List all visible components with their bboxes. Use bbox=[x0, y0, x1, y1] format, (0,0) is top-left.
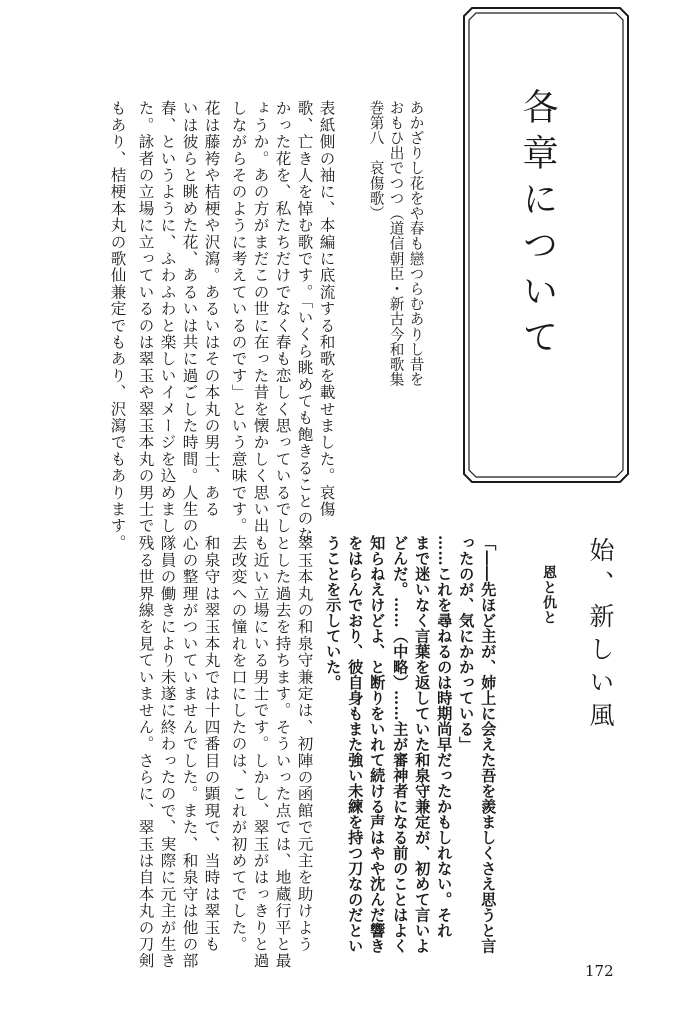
body-line: 隊員の働きにより未遂に終わったので、実際に元主が生き bbox=[158, 535, 177, 970]
intro-line: かった花を、私たちだけでなく春も恋しく思っているでし bbox=[273, 100, 292, 535]
intro-line: た。詠者の立場に立っているのは翠玉や翠玉本丸の男士で bbox=[136, 100, 155, 535]
body-line: 去改変への憧れを口にしたのは、これが初めてでした。 bbox=[229, 535, 248, 953]
intro-line: いは彼らと眺めた花、あるいは共に過ごした時間。人生の bbox=[180, 100, 199, 535]
section-subtitle: 恩と仇と bbox=[541, 565, 557, 625]
page-number: 172 bbox=[585, 962, 614, 980]
intro-line: 表紙側の袖に、本編に底流する和歌を載せました。哀傷 bbox=[317, 100, 336, 518]
quote-line: ……これを尋ねるのは時期尚早だったかもしれない。それ bbox=[435, 535, 454, 938]
poem-line: 巻第八 哀傷歌） bbox=[367, 100, 385, 221]
quote-line: どんだ。……（中略）……主が審神者になる前のことはよく bbox=[391, 535, 410, 954]
quote-line: 「――先ほど主が、姉上に会えた吾を羨ましくさえ思うと言 bbox=[479, 535, 498, 954]
intro-line: ょうか。あの方がまだこの世に在った昔を懐かしく思い出 bbox=[251, 100, 270, 535]
intro-line: しながらそのように考えているのです」という意味です。 bbox=[229, 100, 248, 535]
quote-line: ったのが、気にかかっている」 bbox=[457, 535, 476, 752]
poem-line: おもひ出でつつ（道信朝臣・新古今和歌集 bbox=[387, 100, 405, 387]
body-line: 翠玉本丸の和泉守兼定は、初陣の函館で元主を助けよう bbox=[295, 535, 314, 953]
chapter-title: 各章について bbox=[517, 88, 558, 364]
intro-line: もあり、桔梗本丸の歌仙兼定でもあり、沢瀉でもあります。 bbox=[108, 100, 127, 551]
body-line: も近い立場にいる男士です。しかし、翠玉がはっきりと過 bbox=[251, 535, 270, 970]
body-line: 残る世界線を見ていません。さらに、翠玉は自本丸の刀剣 bbox=[136, 535, 155, 970]
body-line: とした過去を持ちます。そういった点では、地蔵行平と最 bbox=[273, 535, 292, 970]
intro-line: 花は藤袴や桔梗や沢瀉。あるいはその本丸の男士、ある bbox=[202, 100, 221, 518]
quote-line: うことを示していた。 bbox=[324, 535, 343, 690]
intro-line: 春、というように、ふわふわと楽しいイメージを込めまし bbox=[158, 100, 177, 535]
section-title: 始、新しい風 bbox=[586, 537, 615, 735]
intro-line: 歌、亡き人を悼む歌です。「いくら眺めても飽きることのな bbox=[295, 100, 314, 544]
quote-line: まで迷いなく言葉を返していた和泉守兼定が、初めて言いよ bbox=[413, 535, 432, 954]
poem-line: あかざりし花をや春も戀つらむありし昔を bbox=[407, 100, 425, 387]
body-line: 心の整理がついていませんでした。また、和泉守は他の部 bbox=[180, 535, 199, 970]
body-line: 和泉守は翠玉本丸では十四番目の顕現で、当時は翠玉も bbox=[202, 535, 221, 953]
quote-line: をはらんでおり、彼自身もまた強い未練を持つ刀なのだとい bbox=[346, 535, 365, 954]
quote-line: 知らねえけどよ、と断りをいれて続ける声はやや沈んだ響き bbox=[368, 535, 387, 954]
